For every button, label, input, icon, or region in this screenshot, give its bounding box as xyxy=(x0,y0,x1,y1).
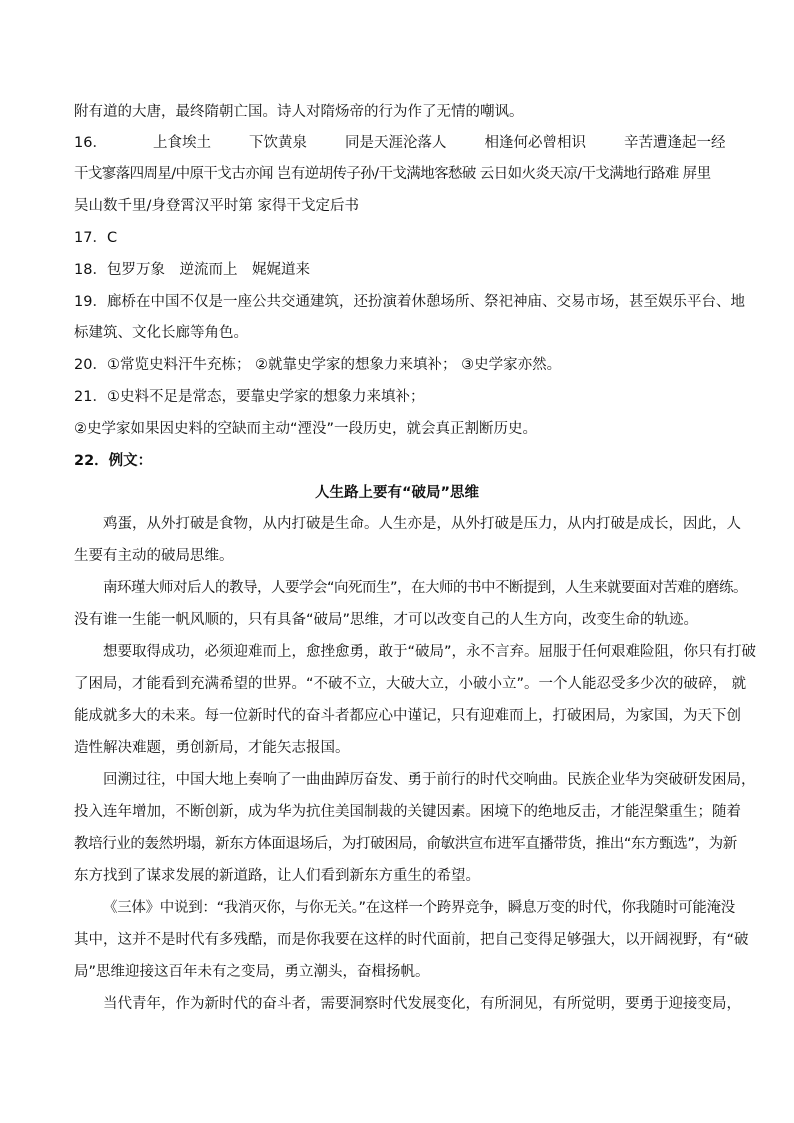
answer-20: 20．①常览史料汗牛充栋； ②就靠史学家的想象力来填补； ③史学家亦然。 xyxy=(74,357,562,373)
essay-line: 投入连年增加，不断创新，成为华为抗住美国制裁的关键因素。困境下的绝地反击，才能涅槃重生；随着 xyxy=(74,804,741,820)
answer-22-label: 22．例文： xyxy=(74,453,153,469)
essay-line: 鸡蛋，从外打破是食物，从内打破是生命。人生亦是，从外打破是压力，从内打破是成长，因此，人 xyxy=(103,516,741,532)
text-line: ②史学家如果因史料的空缺而主动“湮没”一段历史，就会真正割断历史。 xyxy=(74,421,538,437)
essay-line: 教培行业的轰然坍塌，新东方体面退场后，为打破困局，俞敏洪宣布进军直播带货，推出“东方甄选”，为新 xyxy=(74,836,737,852)
essay-line: 想要取得成功，必须迎难而上，愈挫愈勇，敢于“破局”，永不言弃。屈服于任何艰难险阻，你只有打破 xyxy=(103,644,757,660)
text-line: 吴山数千里/身登霄汉平时第 家得干戈定后书 xyxy=(74,198,359,214)
essay-line: 没有谁一生能一帆风顺的，只有具备“破局”思维，才可以改变自己的人生方向，改变生命的轨迹。 xyxy=(74,612,699,628)
answer-item: 下饮黄泉 xyxy=(248,135,307,151)
text-line: 附有道的大唐，最终隋朝亡国。诗人对隋炀帝的行为作了无情的嘲讽。 xyxy=(74,104,524,120)
text-line: 干戈寥落四周星/中原干戈古亦闻 岂有逆胡传子孙/干戈满地客愁破 云日如火炎天凉/干戈满地行路难 屏里 xyxy=(74,166,711,182)
answer-16 xyxy=(74,133,725,153)
essay-line: 东方找到了谋求发展的新道路，让人们看到新东方重生的希望。 xyxy=(74,868,480,884)
essay-line: 其中，这并不是时代有多残酷，而是你我要在这样的时代面前，把自己变得足够强大，以开阔视野，有“破 xyxy=(74,932,749,948)
answer-item: 同是天涯沦落人 xyxy=(344,135,447,151)
essay-line: 能成就多大的未来。每一位新时代的奋斗者都应心中谨记，只有迎难而上，打破困局，为家国，为天下创 xyxy=(74,708,741,724)
essay-line: 南环瑾大师对后人的教导，人要学会“向死而生”，在大师的书中不断提到，人生来就要面对苦难的磨练。 xyxy=(103,580,748,596)
answer-17: 17．C xyxy=(74,230,118,246)
answer-item: 辛苦遭逢起一经 xyxy=(623,135,726,151)
answer-19: 19．廊桥在中国不仅是一座公共交通建筑，还扮演着休憩场所、祭祀神庙、交易市场，甚至娱乐平台、地 xyxy=(74,294,745,310)
essay-line: 当代青年，作为新时代的奋斗者，需要洞察时代发展变化，有所洞见，有所觉明，要勇于迎接变局， xyxy=(103,996,741,1012)
text-line: 标建筑、文化长廊等角色。 xyxy=(74,325,248,341)
essay-line: 《三体》中说到：“我消灭你，与你无关。”在这样一个跨界竞争，瞬息万变的时代，你我随时可能淹没 xyxy=(103,900,735,916)
essay-line: 造性解决难题，勇创新局，才能矢志报国。 xyxy=(74,740,350,756)
answer-18: 18．包罗万象 逆流而上 娓娓道来 xyxy=(74,262,310,278)
essay-line: 生要有主动的破局思维。 xyxy=(74,548,234,564)
essay-line: 回溯过往，中国大地上奏响了一曲曲踔厉奋发、勇于前行的时代交响曲。民族企业华为突破研发困局， xyxy=(103,772,756,788)
essay-title: 人生路上要有“破局”思维 xyxy=(314,485,480,501)
answer-21: 21．①史料不足是常态，要靠史学家的想象力来填补； xyxy=(74,389,425,405)
answer-item: 相逢何必曾相识 xyxy=(484,135,586,151)
essay-line: 局”思维迎接这百年未有之变局，勇立潮头，奋楫扬帆。 xyxy=(74,964,430,980)
essay-line: 了困局，才能看到充满希望的世界。“不破不立，大破大立，小破小立”。一个人能忍受多少次的破碎， 就 xyxy=(74,676,747,692)
answer-item: 上食埃土 xyxy=(152,135,211,151)
question-number: 16． xyxy=(74,135,107,151)
